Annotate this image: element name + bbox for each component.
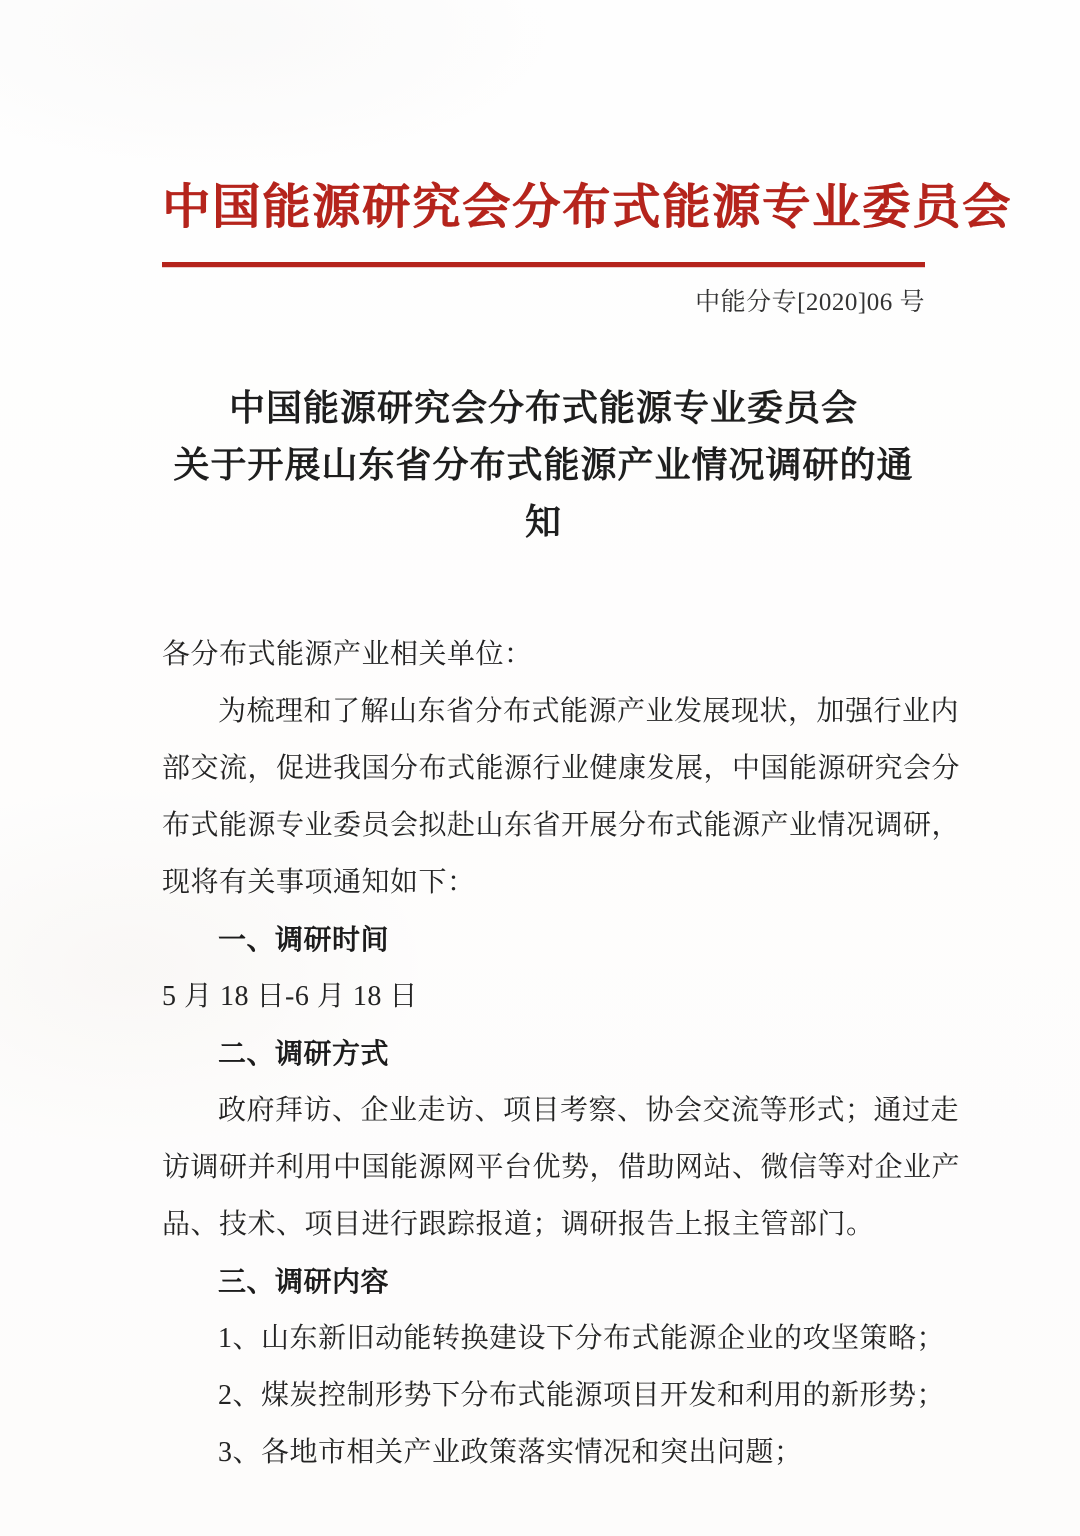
document-title xyxy=(162,379,925,550)
red-divider-line xyxy=(162,262,925,267)
document-number: 中能分专[2020]06 号 xyxy=(695,289,925,316)
document-title-line2: 关于开展山东省分布式能源产业情况调研的通知 xyxy=(173,444,914,542)
body-line-list-item: 3、各地市相关产业政策落实情况和突出问题； xyxy=(218,1437,803,1468)
document-body xyxy=(162,626,961,1481)
body-line-para: 品、技术、项目进行跟踪报道；调研报告上报主管部门。 xyxy=(162,1209,875,1240)
body-line-para: 部交流，促进我国分布式能源行业健康发展，中国能源研究会分 xyxy=(162,753,961,784)
body-line-list-item: 1、山东新旧动能转换建设下分布式能源企业的攻坚策略； xyxy=(218,1323,946,1354)
body-line-heading: 一、调研时间 xyxy=(218,924,390,955)
body-line-heading: 三、调研内容 xyxy=(218,1266,390,1297)
body-line-list-item: 2、煤炭控制形势下分布式能源项目开发和利用的新形势； xyxy=(218,1380,946,1411)
document-title-line1: 中国能源研究会分布式能源专业委员会 xyxy=(228,387,858,428)
body-line-para-start: 为梳理和了解山东省分布式能源产业发展现状，加强行业内 xyxy=(218,696,960,727)
body-line-para: 5 月 18 日-6 月 18 日 xyxy=(162,981,418,1012)
body-line-salutation: 各分布式能源产业相关单位： xyxy=(162,639,533,670)
body-line-heading: 二、调研方式 xyxy=(218,1038,390,1069)
body-line-para: 访调研并利用中国能源网平台优势，借助网站、微信等对企业产 xyxy=(162,1152,961,1183)
body-line-para: 现将有关事项通知如下： xyxy=(162,867,476,898)
body-line-para-start: 政府拜访、企业走访、项目考察、协会交流等形式；通过走 xyxy=(218,1095,960,1126)
letterhead-org-name: 中国能源研究会分布式能源专业委员会 xyxy=(162,181,1013,234)
body-line-para: 布式能源专业委员会拟赴山东省开展分布式能源产业情况调研， xyxy=(162,810,961,841)
